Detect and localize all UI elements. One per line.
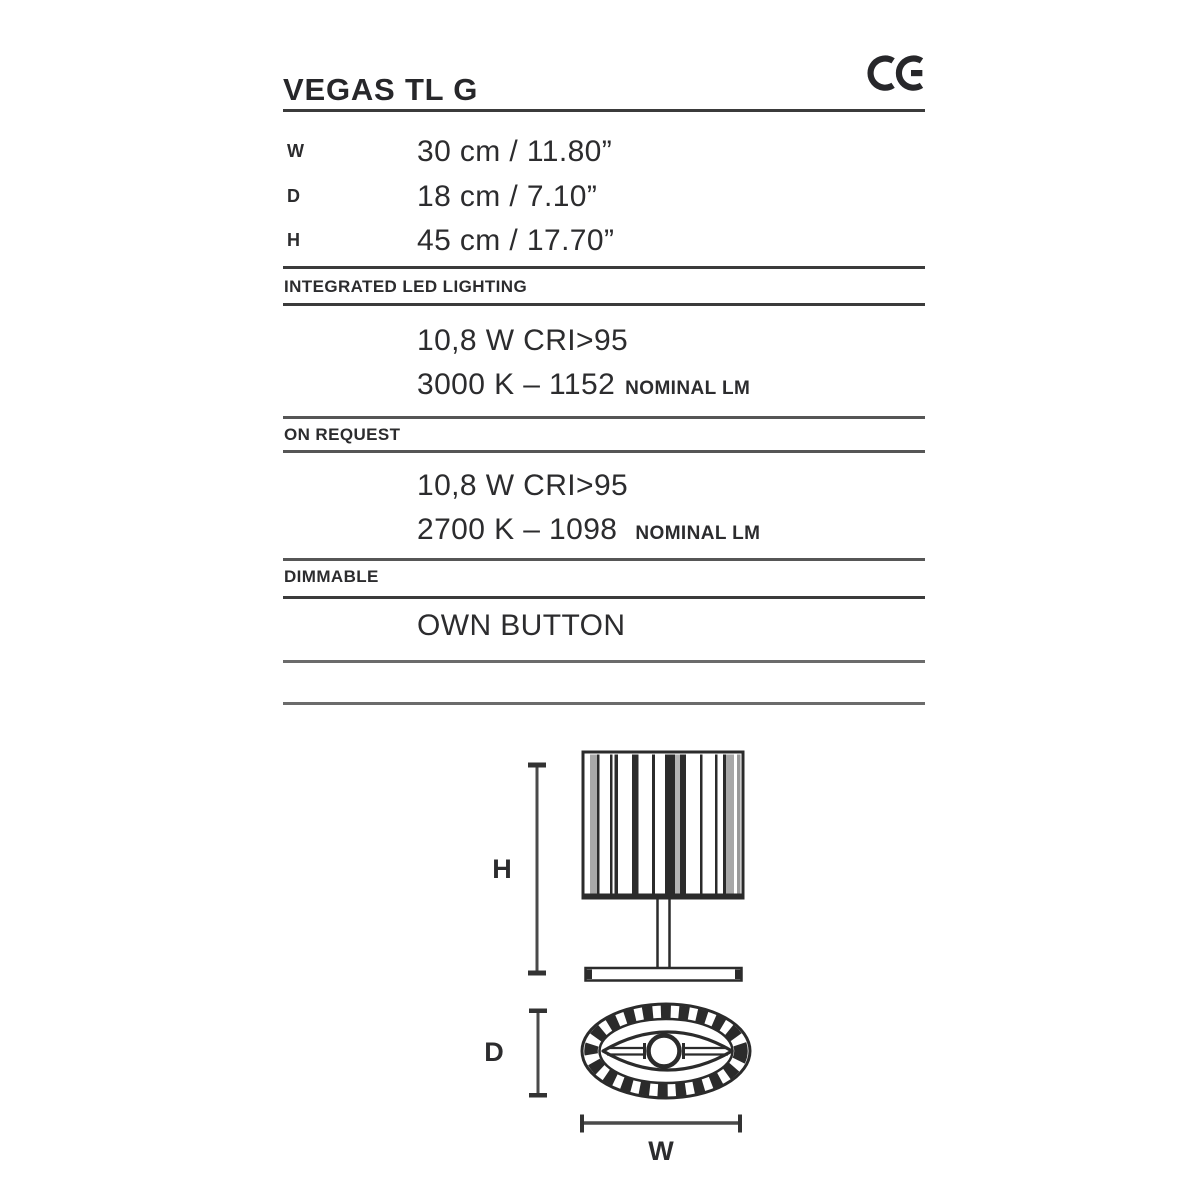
lamp-base [586, 968, 742, 981]
divider [283, 303, 925, 306]
on-request-spec-line2 [417, 514, 760, 550]
integrated-led-spec-line2 [417, 369, 750, 405]
divider [283, 596, 925, 599]
divider [283, 450, 925, 453]
on-request-spec-line1: 10,8 W CRI>95 [417, 469, 629, 502]
section-header-dimmable: DIMMABLE [284, 567, 379, 586]
height-dimension-line [528, 763, 546, 976]
dimension-label-width: W [287, 141, 305, 161]
product-title: VEGAS TL G [283, 71, 479, 107]
integrated-led-value: 3000 K – 1152 [417, 368, 616, 401]
dimension-label-height: H [287, 230, 301, 250]
divider [283, 558, 925, 561]
integrated-led-nominal-lm: NOMINAL LM [625, 378, 751, 399]
depth-dimension-line [529, 1009, 547, 1098]
lamp-top-view [582, 1004, 750, 1098]
section-header-integrated-led: INTEGRATED LED LIGHTING [284, 277, 528, 296]
divider [283, 416, 925, 419]
depth-dimension-label: D [484, 1037, 504, 1067]
height-dimension-label: H [492, 854, 512, 884]
divider [283, 660, 925, 663]
width-dimension-line [582, 1115, 740, 1133]
lamp-shade-side-view [583, 752, 743, 898]
technical-drawing [440, 735, 880, 1185]
dimension-value-depth: 18 cm / 7.10” [417, 180, 598, 213]
divider [283, 109, 925, 112]
on-request-value: 2700 K – 1098 [417, 513, 618, 546]
dimension-label-depth: D [287, 186, 301, 206]
integrated-led-spec-line1: 10,8 W CRI>95 [417, 324, 629, 357]
width-dimension-label: W [648, 1136, 674, 1166]
section-header-on-request: ON REQUEST [284, 425, 401, 444]
dimension-value-width: 30 cm / 11.80” [417, 135, 613, 168]
dimension-value-height: 45 cm / 17.70” [417, 224, 615, 257]
ce-mark-icon [866, 50, 926, 97]
on-request-nominal-lm: NOMINAL LM [635, 523, 761, 544]
divider [283, 702, 925, 705]
divider [283, 266, 925, 269]
lamp-stem [658, 899, 670, 968]
dimmable-value: OWN BUTTON [417, 609, 626, 642]
